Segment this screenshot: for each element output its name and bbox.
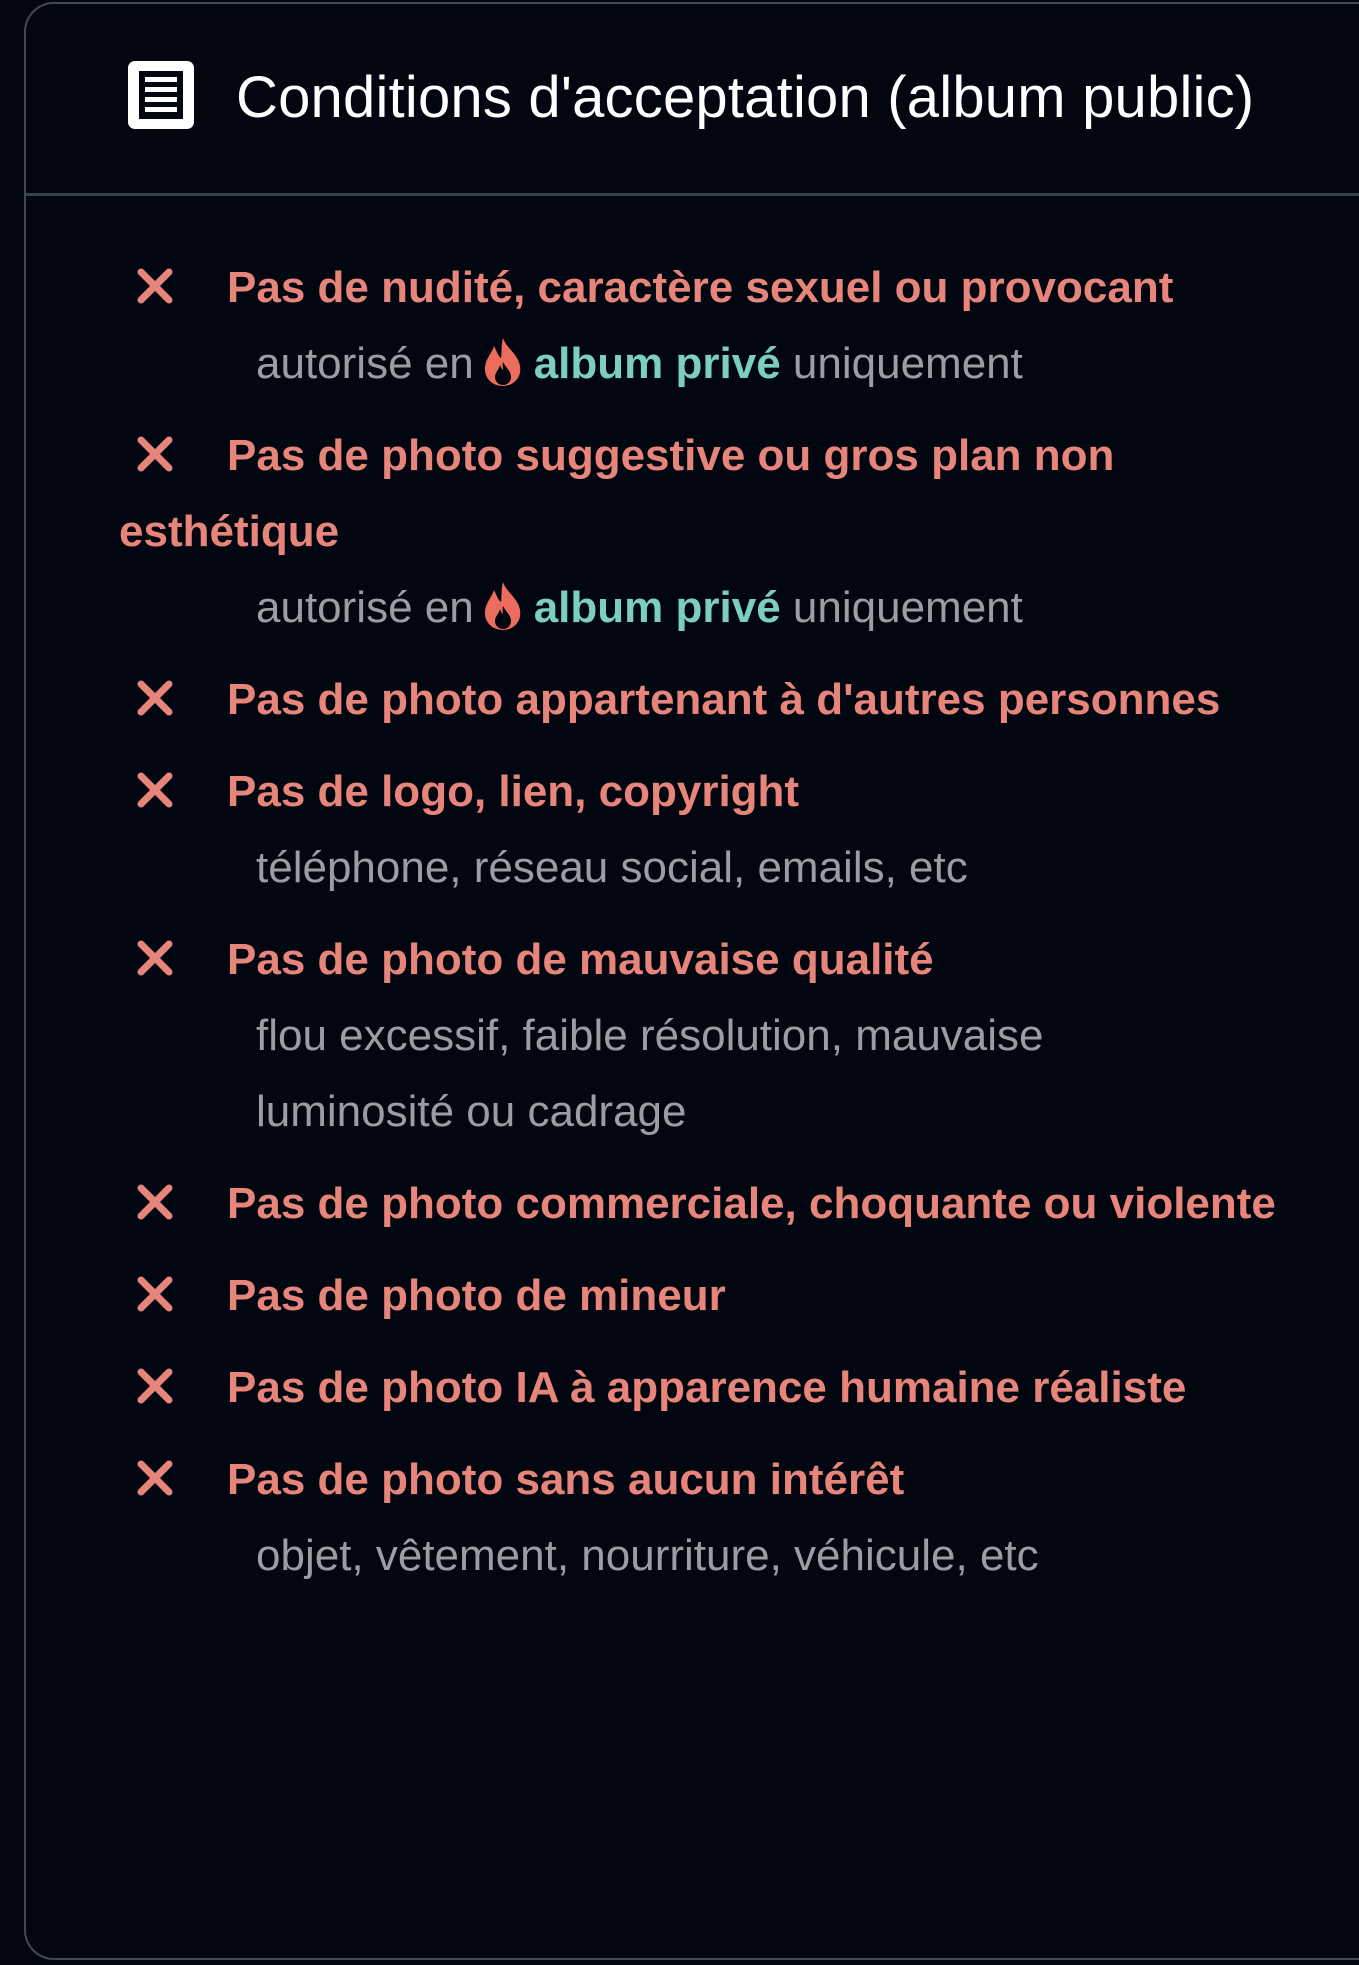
rule-title — [119, 250, 1319, 326]
document-icon — [126, 59, 196, 131]
rule-item — [119, 662, 1319, 738]
rule-title-text: Pas de photo de mineur — [227, 1271, 726, 1320]
cross-icon — [135, 770, 175, 810]
rule-title-text: Pas de photo suggestive ou gros plan non esthétique — [119, 431, 1115, 556]
rule-item — [119, 1350, 1319, 1426]
rule-title-text: Pas de photo appartenant à d'autres personnes — [227, 675, 1221, 724]
rule-title-text: Pas de photo IA à apparence humaine réaliste — [227, 1363, 1187, 1412]
rule-item — [119, 922, 1319, 1150]
flame-icon — [480, 336, 526, 388]
acceptance-conditions-panel — [24, 2, 1359, 1960]
cross-icon — [135, 1274, 175, 1314]
rule-title-text: Pas de nudité, caractère sexuel ou provocant — [227, 263, 1174, 312]
private-album-link[interactable]: album privé — [533, 339, 781, 388]
rule-title — [119, 418, 1319, 570]
panel-title: Conditions d'acceptation (album public) — [236, 65, 1255, 130]
rule-item — [119, 250, 1319, 402]
cross-icon — [135, 678, 175, 718]
rule-description: objet, vêtement, nourriture, véhicule, etc — [256, 1531, 1039, 1580]
rule-title-text: Pas de photo sans aucun intérêt — [227, 1455, 905, 1504]
cross-icon — [135, 1458, 175, 1498]
rule-item — [119, 1442, 1319, 1594]
rule-title — [119, 754, 1319, 830]
rule-title — [119, 662, 1319, 738]
rule-desc-before: autorisé en — [256, 583, 474, 632]
rule-title — [119, 1258, 1319, 1334]
cross-icon — [135, 266, 175, 306]
rule-item — [119, 754, 1319, 906]
rule-title — [119, 922, 1319, 998]
cross-icon — [135, 1366, 175, 1406]
rule-title-text: Pas de logo, lien, copyright — [227, 767, 800, 816]
rule-description — [256, 570, 1319, 646]
cross-icon — [135, 434, 175, 474]
rule-desc-after: uniquement — [792, 339, 1023, 388]
rule-description — [256, 326, 1319, 402]
rule-item — [119, 418, 1319, 646]
cross-icon — [135, 1182, 175, 1222]
rule-item — [119, 1258, 1319, 1334]
rule-description: téléphone, réseau social, emails, etc — [256, 843, 968, 892]
panel-header — [26, 4, 1359, 196]
flame-icon — [480, 580, 526, 632]
rule-title-text: Pas de photo commerciale, choquante ou violente — [227, 1179, 1276, 1228]
rule-title — [119, 1350, 1319, 1426]
rule-desc-before: autorisé en — [256, 339, 474, 388]
private-album-link[interactable]: album privé — [533, 583, 781, 632]
rule-description: flou excessif, faible résolution, mauvaise luminosité ou cadrage — [256, 1011, 1044, 1136]
cross-icon — [135, 938, 175, 978]
rules-list — [119, 263, 1319, 1610]
rule-item — [119, 1166, 1319, 1242]
rule-title-text: Pas de photo de mauvaise qualité — [227, 935, 934, 984]
rule-title — [119, 1442, 1319, 1518]
rule-desc-after: uniquement — [792, 583, 1023, 632]
rule-title — [119, 1166, 1319, 1242]
